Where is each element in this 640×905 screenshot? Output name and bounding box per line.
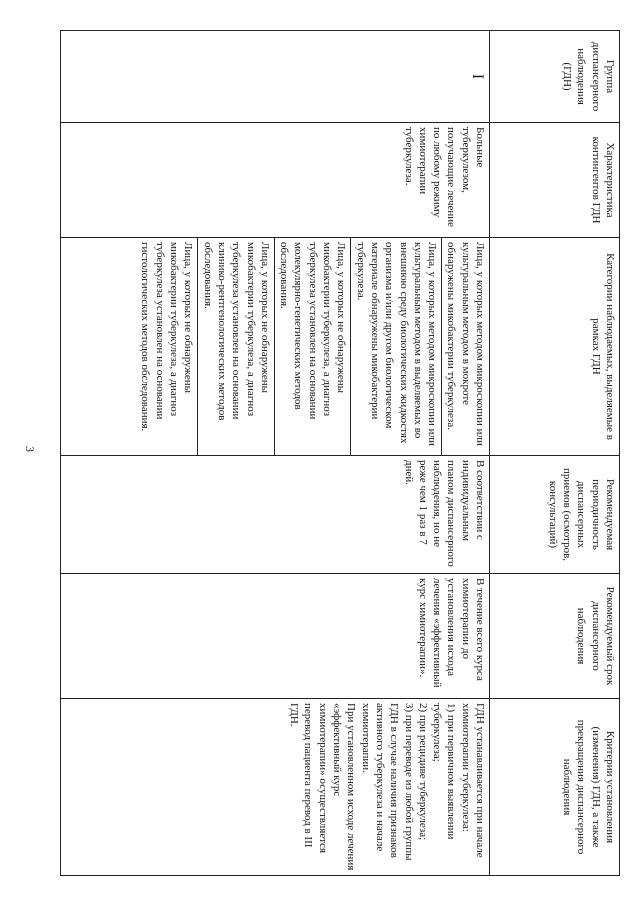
page-number: 3 — [23, 446, 37, 452]
group-cell: I — [61, 31, 490, 123]
criteria-line: При установленном исходе лечения «эффективный курс химиотерапии» осуществляется перевод пациента перевод в III ГДН. — [288, 703, 358, 871]
criteria-line: 1) при первичном выявлении туберкулеза; — [431, 703, 458, 840]
header-criteria: Критерии установления (изменения) ГДН, а также прекращения диспансерного наблюдения — [490, 699, 620, 876]
header-periodicity: Рекомендуемая периодичность диспансерных приемов (осмотров, консультаций) — [490, 456, 620, 574]
criteria-line: ГДН устанавливается при начале химиотерапии туберкулеза: — [459, 703, 486, 858]
criteria-line: 3) при переводе из любой группы ГДН в случае наличия признаков активного туберкулеза и начале химиотерапии. — [359, 703, 415, 861]
characteristic-cell: Больные туберкулезом, получающие лечение по любому режиму химиотерапии туберкулеза. — [61, 123, 490, 238]
header-characteristic: Характеристика контингентов ГДН — [490, 123, 620, 238]
dispensary-groups-table — [60, 30, 620, 876]
categories-cell — [61, 238, 490, 456]
category-item: Лица, у которых не обнаружены микобактерии туберкулеза, а диагноз туберкулеза установлен на основании гистологических методов обследования. — [139, 242, 195, 432]
category-item: Лица, у которых не обнаружены микобактерии туберкулеза, а диагноз туберкулеза установлен на основании молекулярно-генетических методов обследования. — [278, 242, 348, 420]
rotated-page — [60, 30, 620, 875]
criteria-cell — [61, 699, 490, 876]
divider — [274, 238, 275, 455]
category-item: Лица, у которых методом микроскопии или культуральным методом в мокроте обнаружены микобактерии туберкулеза. — [445, 242, 486, 446]
divider — [350, 238, 351, 455]
term-cell: В течение всего курса химиотерапии до установления исхода лечения «эффективный курс химиотерапии». — [61, 574, 490, 699]
divider — [441, 238, 442, 455]
table-row — [61, 31, 490, 876]
header-categories: Категории наблюдаемых, выделяемые в рамках ГДН — [490, 238, 620, 456]
table-header-row — [490, 31, 620, 876]
header-group: Группа диспансерного наблюдения (ГДН) — [490, 31, 620, 123]
category-item: Лица, у которых не обнаружены микобактерии туберкулеза, а диагноз туберкулеза установлен на основании клинико-рентгенологических методов обследования. — [201, 242, 271, 421]
category-item: Лица, у которых методом микроскопии или культуральным методом в выделяемых во внешнюю среду биологических жидкостях организма и/или другом биологическом материале обнаружены микобактерии туберкулеза. — [354, 242, 439, 446]
periodicity-cell: В соответствии с индивидуальным планом диспансерного наблюдения, но не реже чем 1 раз в 7 дней. — [61, 456, 490, 574]
header-term: Рекомендуемый срок диспансерного наблюдения — [490, 574, 620, 699]
divider — [197, 238, 198, 455]
criteria-line: 2) при рецидиве туберкулеза; — [416, 703, 429, 841]
